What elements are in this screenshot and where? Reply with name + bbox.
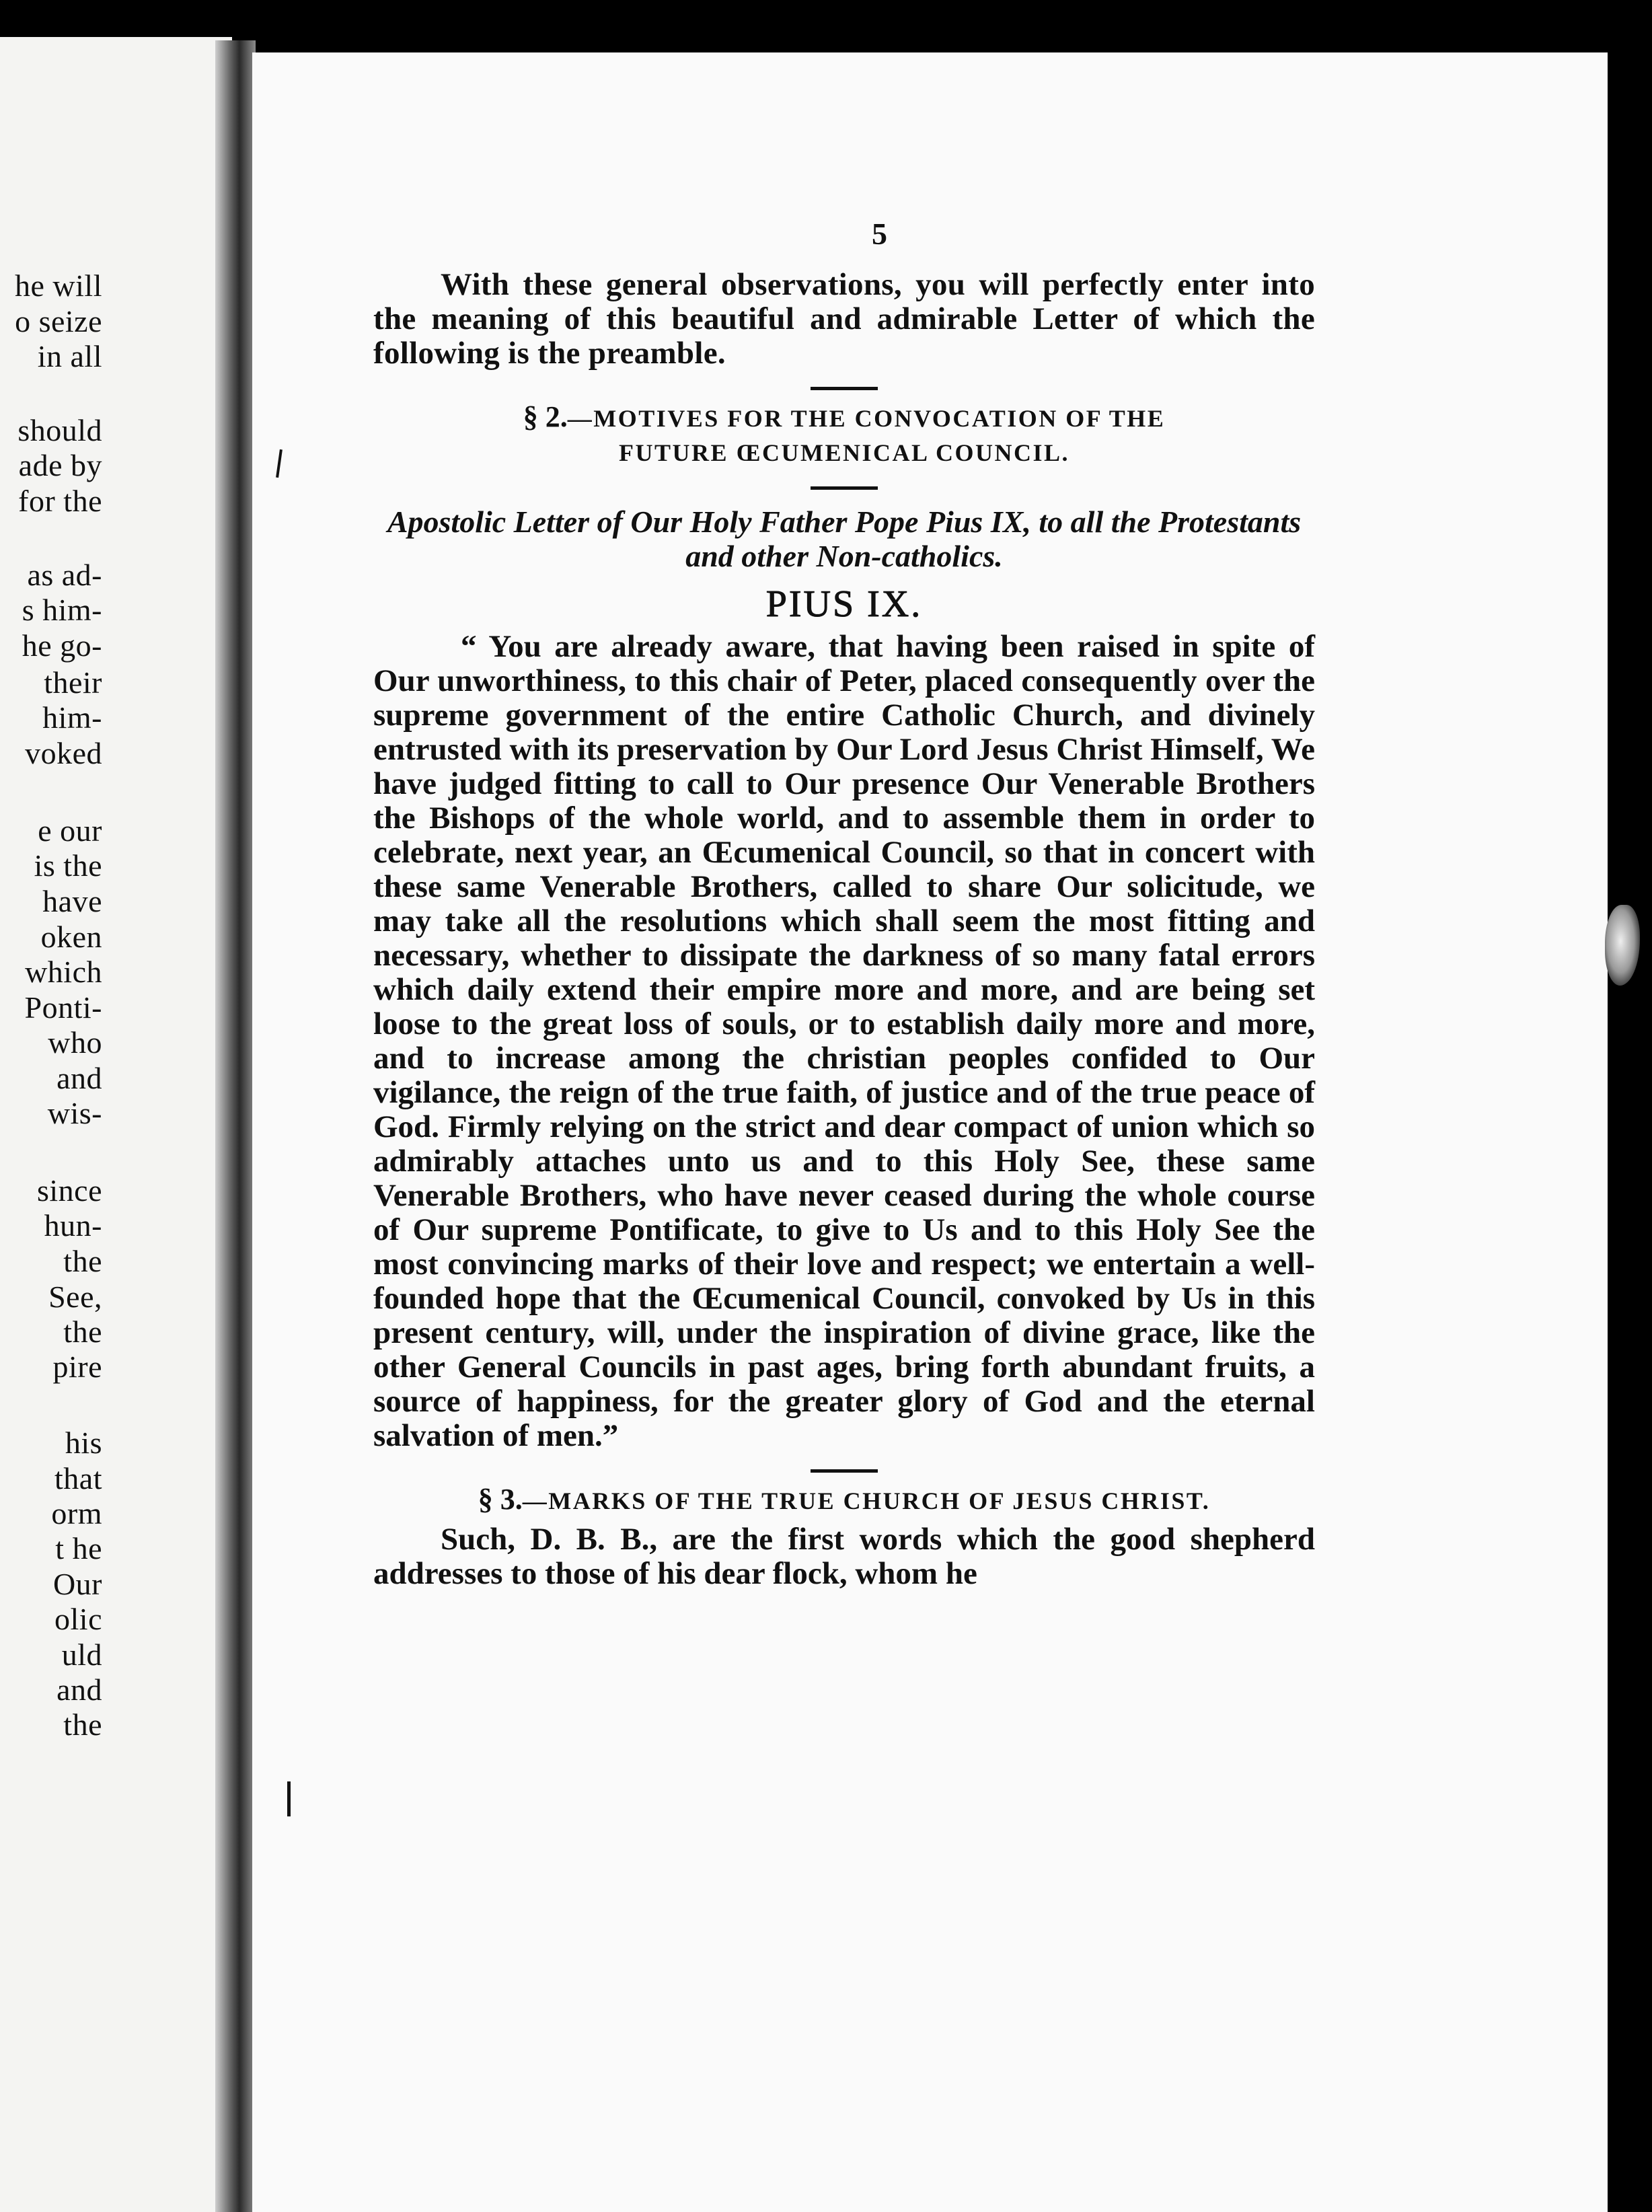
section-2-heading-line2: FUTURE ŒCUMENICAL COUNCIL. <box>618 439 1070 466</box>
facing-page-line-fragment: pire <box>52 1350 102 1384</box>
facing-page-line-fragment: hun- <box>44 1208 102 1243</box>
facing-page-line-fragment: See, <box>48 1280 102 1314</box>
facing-page-line-fragment: in all <box>37 339 102 373</box>
facing-page-line-fragment: which <box>25 955 102 989</box>
section-divider <box>811 1469 878 1473</box>
facing-page-line-fragment: e our <box>38 813 102 848</box>
facing-page-line-fragment: he go- <box>22 628 102 663</box>
facing-page-line-fragment: since <box>36 1173 102 1208</box>
facing-page-line-fragment: that <box>54 1461 102 1496</box>
intro-paragraph: With these general observations, you will perfectly enter into the meaning of this beautiful and admirable Letter of which the following is the preamble. <box>373 267 1315 371</box>
facing-page-line-fragment: the <box>63 1244 102 1278</box>
facing-page-line-fragment: Ponti- <box>24 990 102 1025</box>
letter-quote: “ You are already aware, that having been raised in spite of Our unworthiness, to this chair of Peter, placed consequently over the supreme government of the entire Catholic Church, and divinely entrusted with its preservation by Our Lord Jesus Christ Himself, We have judged fitting to call to Our presence Our Venerable Brothers the Bishops of the whole world, and to assemble them in order to celebrate, next year, an Œcumenical Council, so that in concert with these same Venerable Brothers, called to share Our solicitude, we may take all the resolutions which shall seem the most fitting and necessary, whether to dissipate the darkness of so many fatal errors which daily extend their empire more and more, and are being set loose to the great loss of souls, or to establish daily more and more, and to increase among the christian peoples confided to Our vigilance, the reign of the true faith, of justice and of the true peace of God. Firmly relying on the strict and dear compact of union which so admirably attaches unto us and to this Holy See, these same Venerable Brothers, who have never ceased during the whole course of Our supreme Pontificate, to give to Us and to this Holy See the most convincing marks of their love and respect; we entertain a well-founded hope that the Œcumenical Council, convoked by Us in this present century, will, under the inspiration of divine grace, like the other General Councils in past ages, bring forth abundant fruits, a source of happiness, for the greater glory of God and the eternal salvation of men.” <box>373 629 1315 1453</box>
facing-page-line-fragment: uld <box>61 1637 102 1672</box>
facing-page-line-fragment: the <box>63 1315 102 1349</box>
facing-page-line-fragment: voked <box>25 736 102 770</box>
facing-page-line-fragment: o seize <box>15 304 102 338</box>
facing-page-line-fragment: he will <box>15 268 102 303</box>
facing-page-line-fragment: is the <box>34 848 102 883</box>
section-3-heading <box>373 1482 1315 1518</box>
facing-page-line-fragment: ade by <box>18 448 102 482</box>
page-right <box>252 52 1608 2212</box>
facing-page-line-fragment: olic <box>54 1602 102 1636</box>
facing-page-line-fragment: should <box>17 413 102 447</box>
facing-page-line-fragment: s him- <box>22 593 102 627</box>
scan-blemish <box>1605 905 1640 986</box>
facing-page-line-fragment: t he <box>55 1531 102 1565</box>
facing-page-line-fragment: oken <box>40 920 102 954</box>
facing-page-line-fragment: orm <box>51 1496 102 1531</box>
letter-title: Apostolic Letter of Our Holy Father Pope Pius IX, to all the Protestants and other Non-catholics. <box>387 505 1302 573</box>
facing-page-line-fragment: his <box>65 1426 102 1460</box>
facing-page-line-fragment: as ad- <box>27 558 102 592</box>
facing-page-line-fragment: him- <box>42 700 102 735</box>
facing-page-left <box>0 37 232 2212</box>
section-divider <box>811 387 878 390</box>
facing-page-line-fragment: the <box>63 1707 102 1742</box>
section-divider <box>811 486 878 490</box>
facing-page-line-fragment: for the <box>18 484 102 518</box>
section-2-heading-line1: —MOTIVES FOR THE CONVOCATION OF THE <box>567 405 1166 432</box>
page-number: 5 <box>872 217 887 251</box>
section-3-heading-text: —MARKS OF THE TRUE CHURCH OF JESUS CHRIST. <box>522 1487 1211 1514</box>
section-2-number: § 2. <box>523 400 568 433</box>
scan-mark <box>287 1781 291 1816</box>
facing-page-line-fragment: wis- <box>47 1096 102 1130</box>
section-3-number: § 3. <box>478 1483 523 1516</box>
facing-page-line-fragment: have <box>42 884 102 918</box>
facing-page-line-fragment: and <box>57 1672 102 1707</box>
pope-heading: PIUS IX. <box>765 583 923 625</box>
scan-mark <box>276 449 283 478</box>
facing-page-line-fragment: their <box>44 665 102 700</box>
page-text-block <box>373 268 1315 1591</box>
facing-page-line-fragment: and <box>57 1061 102 1095</box>
facing-page-line-fragment: Our <box>52 1567 102 1601</box>
section-2-heading <box>373 400 1315 470</box>
closing-paragraph: Such, D. B. B., are the first words which the good shepherd addresses to those of his dear flock, whom he <box>373 1522 1315 1591</box>
facing-page-text-fragments <box>0 37 232 2212</box>
book-gutter <box>215 40 256 2212</box>
facing-page-line-fragment: who <box>48 1025 102 1060</box>
